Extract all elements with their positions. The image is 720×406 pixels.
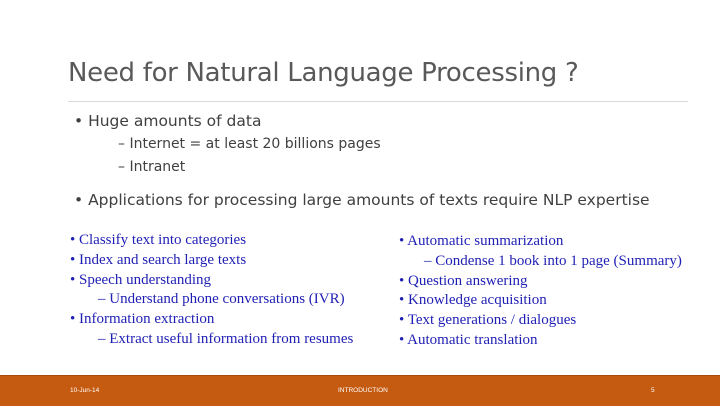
list-subitem: – Condense 1 book into 1 page (Summary): [424, 252, 682, 269]
footer-page-number: 5: [651, 387, 655, 394]
list-item: • Knowledge acquisition: [399, 292, 547, 309]
list-item: • Classify text into categories: [70, 232, 247, 248]
sub-bullet-intranet: – Intranet: [118, 159, 186, 175]
list-item: • Automatic translation: [399, 331, 538, 348]
left-application-list: [70, 231, 353, 350]
list-item: • Speech understanding: [70, 271, 212, 288]
list-subitem: – Understand phone conversations (IVR): [98, 291, 345, 308]
list-item: • Information extraction: [70, 311, 215, 328]
sub-bullet-internet: – Internet = at least 20 billions pages: [118, 136, 381, 152]
title-divider: [68, 101, 688, 102]
slide-title: Need for Natural Language Processing ?: [68, 58, 579, 88]
list-item: • Question answering: [399, 272, 528, 289]
footer-date: 10-Jun-14: [70, 387, 100, 394]
footer-section-title: INTRODUCTION: [338, 387, 388, 394]
list-subitem: – Extract useful information from resumes: [98, 330, 354, 347]
bullet-applications: • Applications for processing large amounts of texts require NLP expertise: [74, 191, 650, 209]
bullet-huge-data: • Huge amounts of data: [74, 112, 262, 130]
list-item: • Index and search large texts: [70, 251, 247, 268]
list-item: • Text generations / dialogues: [399, 312, 577, 329]
list-item: • Automatic summarization: [399, 233, 564, 249]
right-application-list: [399, 232, 682, 351]
